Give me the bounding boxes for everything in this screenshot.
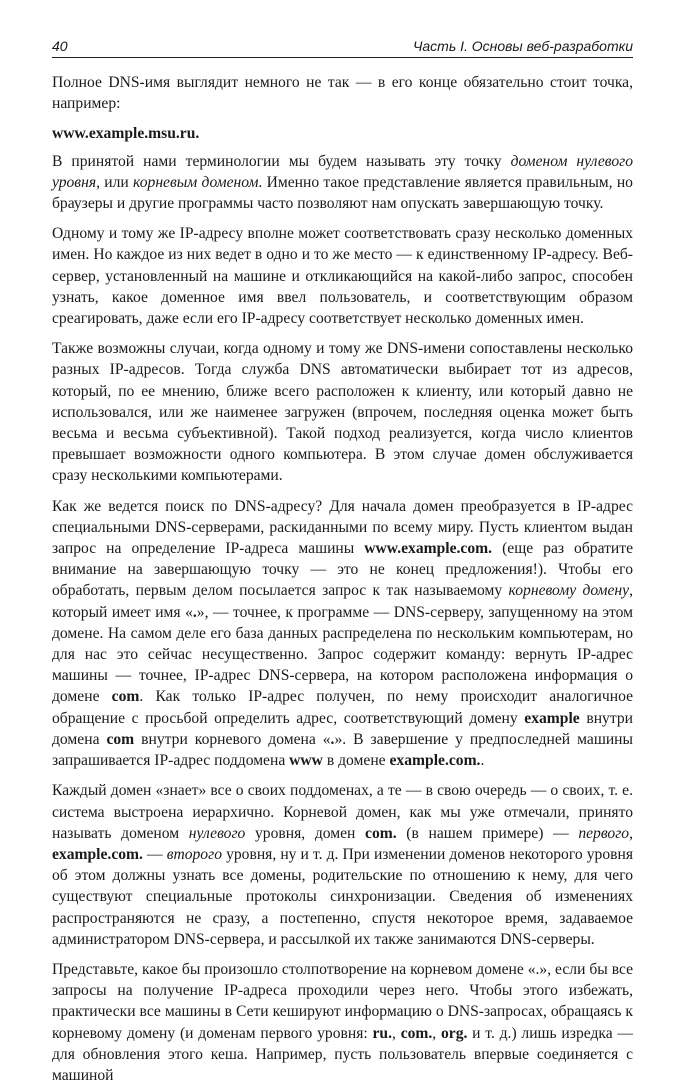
paragraph-3: Одному и тому же IP-адресу вполне может соответствовать сразу несколько доменных имен. Но каждое из них ведет в одно и то же место — к единственному IP-адресу. Веб-сервер, установленный на машине и откликающийся на какой-либо запрос, способен узнать, какое доменное имя ввел пользователь, и соответствующим образом среагировать, даже если его IP-адресу соответствует несколько доменных имен. <box>52 225 633 328</box>
text-run: », — точнее, к программе — DNS-серверу, запущенному на этом домене. На самом деле его база данных распределена по нескольким компьютерам, но для нас это сейчас несущественно. Запрос содержит команду: вернуть IP-адрес машины — точнее, IP-адрес DNS-сервера, на котором расположена информация о домене <box>52 603 633 706</box>
text-run: , или <box>96 173 134 191</box>
bold-term: www.example.com. <box>364 540 493 558</box>
running-header <box>52 38 633 58</box>
text-run: уровня, ну и т. д. При изменении доменов некоторого уровня об этом должны узнать все домены, родительские по отношению к нему, для чего существуют специальные протоколы синхронизации. Сведения об изменениях распространяются не сразу, а постепенно, спустя некоторое время, задаваемое администратором DNS-сервера, и рассылкой их также занимаются DNS-серверы. <box>52 845 633 948</box>
paragraph-6 <box>52 780 633 950</box>
bold-term: com <box>106 730 135 748</box>
paragraph-7 <box>52 959 633 1086</box>
text-run: в домене <box>322 752 390 770</box>
text-run: . Именно такое представление является правильным, но браузеры и другие программы часто позволяют нам опускать завершающую точку. <box>52 173 633 213</box>
text-run: , <box>629 824 633 842</box>
italic-term: первого <box>578 824 630 842</box>
text-run: уровня, домен <box>245 824 366 842</box>
text-run: ». В завершение у предпоследней машины запрашивается IP-адрес поддомена <box>52 730 633 770</box>
text-run: (в нашем примере) — <box>396 824 579 842</box>
text-run: . <box>480 752 485 770</box>
page-number: 40 <box>52 38 68 54</box>
bold-term: com. <box>365 824 397 842</box>
text-run: , который имеет имя « <box>52 582 633 621</box>
text-run: Представьте, какое бы произошло столпотворение на корневом домене «.», если бы все запросы на получение IP-адреса проходили через него. Чтобы этого избежать, практически все машины в Сети кешируют информацию о DNS-запросах, обращаясь к корневому домену (и доменам первого уровня: <box>52 960 633 1042</box>
example-url <box>52 123 633 144</box>
paragraph-4: Также возможны случаи, когда одному и тому же DNS-имени сопоставлены несколько разных IP-адресов. Тогда служба DNS автоматически выбирает тот из адресов, который, по ее мнению, ближе всего расположен к клиенту, или который давно не использовался, или же наименее загружен (впрочем, последняя оценка может быть весьма и весьма субъективной). Такой подход реализуется, когда число клиентов превышает возможности одного компьютера. В этом случае домен обслуживается сразу несколькими компьютерами. <box>52 340 633 485</box>
bold-term: www <box>289 752 323 770</box>
italic-term: нулевого <box>188 824 246 842</box>
bold-term: com. <box>400 1024 433 1042</box>
text-run: — <box>142 845 167 863</box>
bold-term: org. <box>440 1024 468 1042</box>
italic-term: второго <box>166 845 222 863</box>
text-run: . Как только IP-адрес получен, по нему происходит аналогичное обращение с просьбой определить адрес, соответствующий домену <box>52 688 633 727</box>
text-run: внутри домена <box>52 709 633 748</box>
running-title: Часть I. Основы веб-разработки <box>412 38 633 54</box>
bold-term: example <box>524 709 580 727</box>
text-run: Каждый домен «знает» все о своих поддоменах, а те — в свою очередь — о своих, т. е. система выстроена иерархично. Корневой домен, как мы уже отмечали, принято называть доменом <box>52 782 633 842</box>
bold-term: example.com. <box>52 845 143 863</box>
example-url-text: www.example.msu.ru. <box>52 125 200 143</box>
bold-term: example.com. <box>389 752 481 770</box>
text-run: , <box>392 1024 401 1042</box>
text-run: и т. д.) лишь изредка — для обновления этого кеша. Например, пусть пользователь впервые соединяется с машиной <box>52 1024 634 1084</box>
italic-term: доменом нулевого уровня <box>52 152 634 191</box>
paragraph-5 <box>52 496 633 772</box>
italic-term: корневым доменом <box>133 173 259 191</box>
text-run: (еще раз обратите внимание на завершающую точку — это не конец предложения!). Чтобы его обработать, первым делом посылается запрос к так называемому <box>52 540 633 600</box>
bold-term: . <box>192 603 197 621</box>
text-run: В принятой нами терминологии мы будем называть эту точку <box>52 152 511 170</box>
paragraph-2 <box>52 151 633 215</box>
italic-term: корневому домену <box>508 582 630 600</box>
text-run: внутри корневого домена « <box>134 730 331 748</box>
text-run: , <box>432 1024 441 1042</box>
bold-term: . <box>330 730 335 748</box>
bold-term: ru. <box>372 1024 392 1042</box>
text-run: Как же ведется поиск по DNS-адресу? Для начала домен преобразуется в IP-адрес специальными DNS-серверами, раскиданными по всему миру. Пусть клиентом выдан запрос на определение IP-адреса машины <box>52 497 633 558</box>
bold-term: com <box>111 688 140 706</box>
paragraph-1: Полное DNS-имя выглядит немного не так — в его конце обязательно стоит точка, например: <box>52 74 633 113</box>
